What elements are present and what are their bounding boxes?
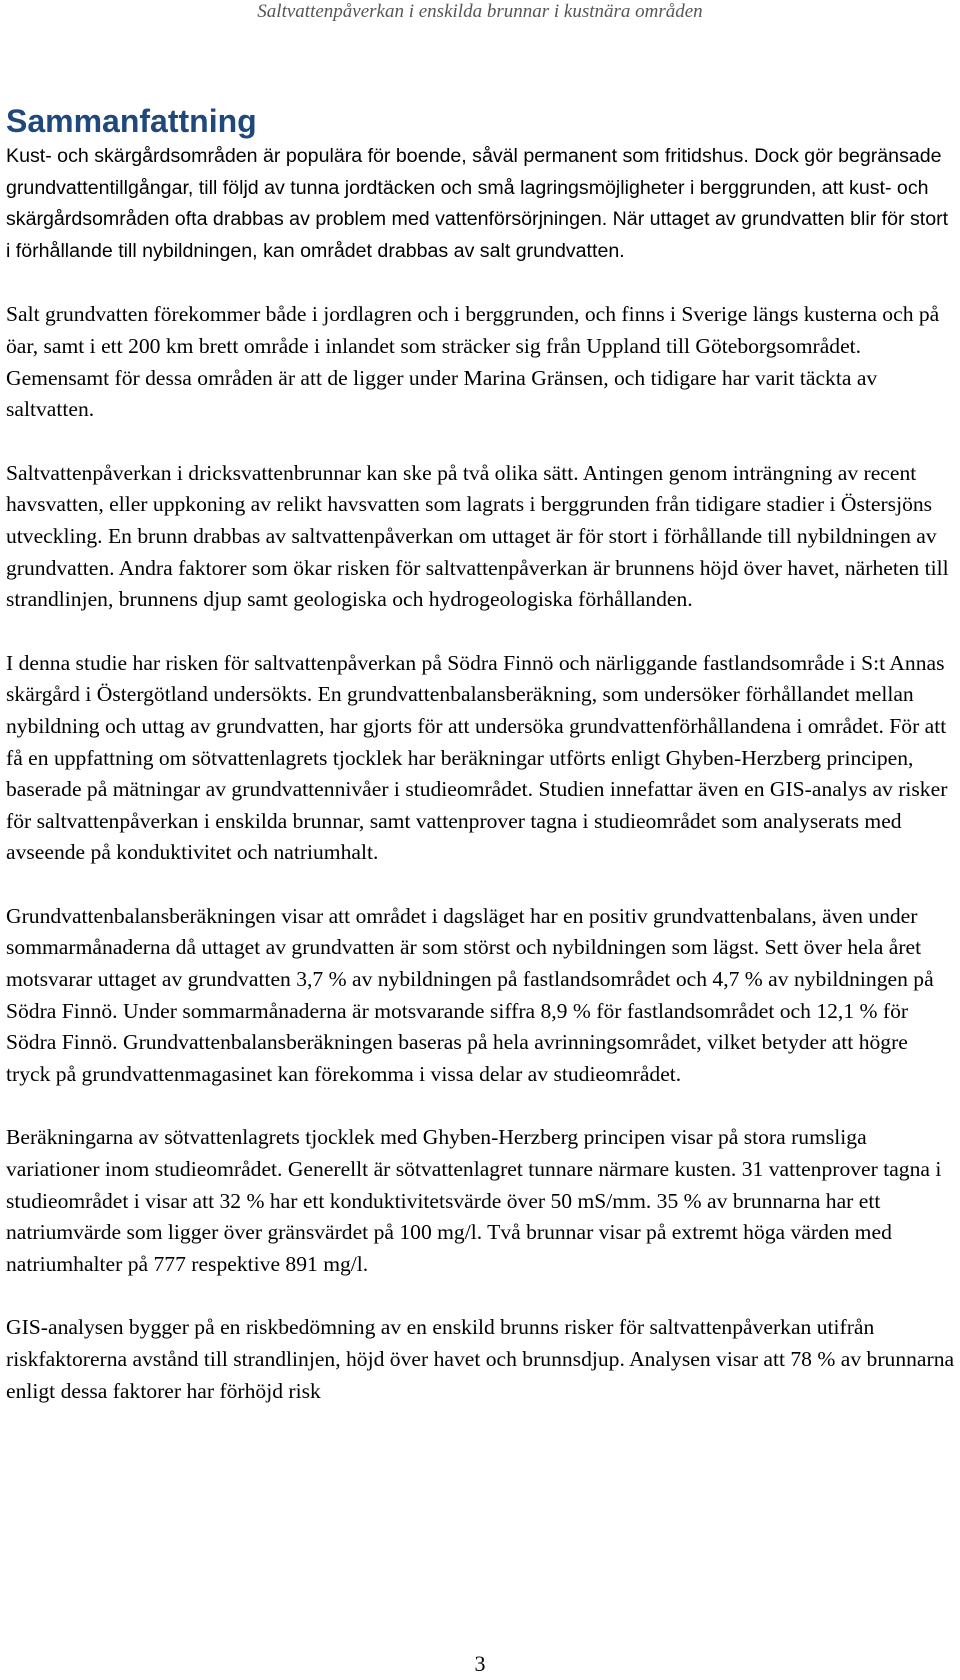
- paragraph-gap: [6, 616, 956, 648]
- paragraph-intro: [6, 141, 956, 267]
- paragraph-salt-groundwater: Salt grundvatten förekommer både i jordlagren och i berggrunden, och finns i Sverige längs kusterna och på öar, samt i ett 200 km brett område i inlandet som sträcker sig från Uppland till Göteborgsområdet. Gemensamt för dessa områden är att de ligger under Marina Gränsen, och tidigare har varit täckta av saltvatten.: [6, 302, 940, 422]
- paragraph-gap: [6, 426, 956, 458]
- paragraph-ghyben-herzberg: Beräkningarna av sötvattenlagrets tjocklek med Ghyben-Herzberg principen visar på stora rumsliga variationer inom studieområdet. Generellt är sötvattenlagret tunnare närmare kusten. 31 vattenprover tagna i studieområdet i visar att 32 % har ett konduktivitetsvärde över 50 mS/mm. 35 % av brunnarna har ett natriumvärde som ligger över gränsvärdet på 100 mg/l. Två brunnar visar på extremt höga värden med natriumhalter på 777 respektive 891 mg/l.: [6, 1125, 942, 1276]
- paragraph-study: I denna studie har risken för saltvattenpåverkan på Södra Finnö och närliggande fastlandsområde i S:t Annas skärgård i Östergötland undersökts. En grundvattenbalansberäkning, som undersöker förhållandet mellan nybildning och uttag av grundvatten, har gjorts för att undersöka grundvattenförhållandena i området. För att få en uppfattning om sötvattenlagrets tjocklek har beräkningar utförts enligt Ghyben-Herzberg principen, baserade på mätningar av grundvattennivåer i studieområdet. Studien innefattar även en GIS-analys av risker för saltvattenpåverkan i enskilda brunnar, samt vattenprover tagna i studieområdet som analyserats med avseende på konduktivitet och natriumhalt.: [6, 650, 948, 865]
- section-heading: Sammanfattning: [6, 103, 257, 139]
- running-header: Saltvattenpåverkan i enskilda brunnar i kustnära områden: [257, 1, 703, 22]
- paragraph-gap: [6, 869, 956, 901]
- page-number: 3: [474, 1651, 486, 1676]
- document-body: [6, 101, 956, 1407]
- paragraph-gap: [6, 267, 956, 299]
- paragraph-gap: [6, 1090, 956, 1122]
- paragraph-intrusion: Saltvattenpåverkan i dricksvattenbrunnar kan ske på två olika sätt. Antingen genom inträngning av recent havsvatten, eller uppkoning av relikt havsvatten som lagrats i berggrunden från tidigare stadier i Östersjöns utveckling. En brunn drabbas av saltvattenpåverkan om uttaget är för stort i förhållande till nybildningen av grundvatten. Andra faktorer som ökar risken för saltvattenpåverkan är brunnens höjd över havet, närheten till strandlinjen, brunnens djup samt geologiska och hydrogeologiska förhållanden.: [6, 460, 949, 612]
- paragraph-balance: Grundvattenbalansberäkningen visar att området i dagsläget har en positiv grundvattenbalans, även under sommarmånaderna då uttaget av grundvatten är som störst och nybildningen som lägst. Sett över hela året motsvarar uttaget av grundvatten 3,7 % av nybildningen på fastlandsområdet och 4,7 % av nybildningen på Södra Finnö. Under sommarmånaderna är motsvarande siffra 8,9 % för fastlandsområdet och 12,1 % för Södra Finnö. Grundvattenbalansberäkningen baseras på hela avrinningsområdet, vilket betyder att högre tryck på grundvattenmagasinet kan förekomma i vissa delar av studieområdet.: [6, 903, 934, 1086]
- paragraph-intro-text: Kust- och skärgårdsområden är populära för boende, såväl permanent som fritidshus. Dock gör begränsade grundvattentillgångar, till följd av tunna jordtäcken och små lagringsmöjligheter i berggrunden, att kust- och skärgårdsområden ofta drabbas av problem med vattenförsörjningen. När uttaget av grundvatten blir för stort i förhållande till nybildningen, kan området drabbas av salt grundvatten.: [6, 145, 949, 262]
- paragraph-gap: [6, 1280, 956, 1312]
- paragraph-gis: GIS-analysen bygger på en riskbedömning av en enskild brunns risker för saltvattenpåverkan utifrån riskfaktorerna avstånd till strandlinjen, höjd över havet och brunnsdjup. Analysen visar att 78 % av brunnarna enligt dessa faktorer har förhöjd risk: [6, 1315, 955, 1403]
